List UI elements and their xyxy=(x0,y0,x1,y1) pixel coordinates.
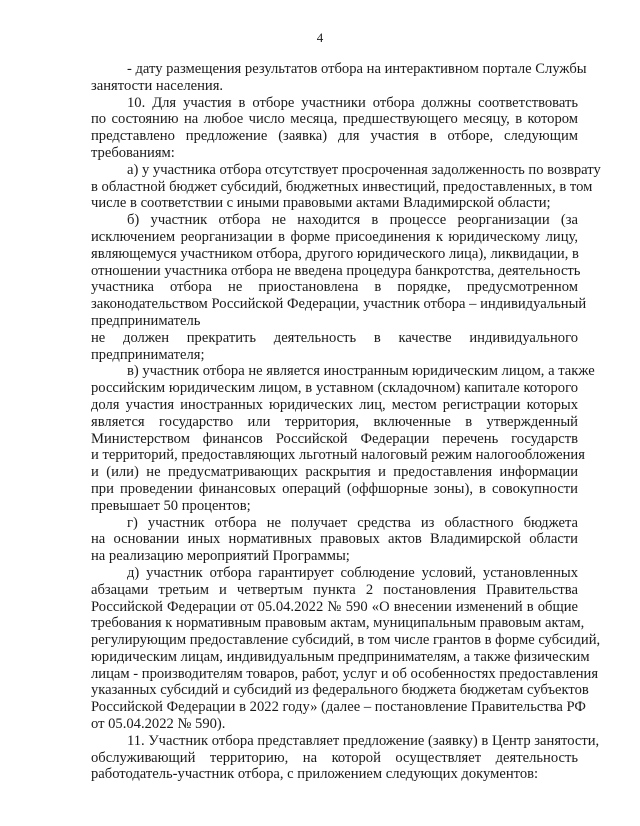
page-number: 4 xyxy=(316,30,324,45)
text-line: по состоянию на любое число месяца, предшествующего месяцу, в котором xyxy=(91,111,578,128)
text-line: лицам - производителям товаров, работ, услуг и об особенностях предоставления xyxy=(91,665,599,682)
text-line: 10. Для участия в отборе участники отбора должны соответствовать xyxy=(127,94,578,111)
text-line: г) участник отбора не получает средства из областного бюджета xyxy=(127,514,578,531)
text-line: отношении участника отбора не введена процедура банкротства, деятельность xyxy=(91,262,581,279)
paragraph xyxy=(91,515,578,565)
text-line: абзацами третьим и четвертым пункта 2 постановления Правительства xyxy=(91,581,578,598)
text-line: на реализацию мероприятий Программы; xyxy=(91,548,350,565)
text-line: представлено предложение (заявка) для участия в отборе, следующим xyxy=(91,128,578,145)
text-line: 11. Участник отбора представляет предложение (заявку) в Центр занятости, xyxy=(127,732,600,749)
text-line: является государство или территория, включенные в утвержденный xyxy=(91,413,578,430)
text-line: и территорий, предоставляющих льготный налоговый режим налогообложения xyxy=(91,447,585,464)
text-line: - дату размещения результатов отбора на интерактивном портале Службы xyxy=(127,61,587,77)
text-line: предприниматель xyxy=(91,312,201,329)
paragraph xyxy=(91,95,578,162)
text-line: и (или) не предусматривающих раскрытия и предоставления информации xyxy=(91,464,578,481)
text-line: обслуживающий территорию, на которой осуществляет деятельность xyxy=(91,749,578,766)
paragraph xyxy=(91,564,601,733)
text-line: при проведении финансовых операций (оффшорные зоны), в совокупности xyxy=(91,480,578,497)
text-line: не должен прекратить деятельность в качестве индивидуального xyxy=(91,329,578,346)
text-line: регулирующим предоставление субсидий, в том числе грантов в форме субсидий, xyxy=(91,632,601,649)
text-line: работодатель-участник отбора, с приложением следующих документов: xyxy=(91,766,539,783)
text-line: исключением реорганизации в форме присоединения к юридическому лицу, xyxy=(91,228,578,245)
text-line: б) участник отбора не находится в процессе реорганизации (за xyxy=(127,212,578,229)
text-line: требованиям: xyxy=(91,144,175,161)
paragraph xyxy=(91,161,601,212)
paragraph xyxy=(91,212,587,363)
paragraph xyxy=(91,732,600,783)
text-line: в областной бюджет субсидий, бюджетных инвестиций, предоставленных, в том xyxy=(91,178,593,195)
text-line: требования к нормативным правовым актам, муниципальным правовым актам, xyxy=(91,615,585,632)
paragraph xyxy=(91,363,595,514)
text-line: Российской Федерации от 05.04.2022 № 590 «О внесении изменений в общие xyxy=(91,598,578,615)
text-line: д) участник отбора гарантирует соблюдение условий, установленных xyxy=(127,564,578,581)
text-line: в) участник отбора не является иностранным юридическим лицом, а также xyxy=(127,363,595,380)
text-line: участника отбора не приостановлена в порядке, предусмотренном xyxy=(91,279,578,296)
text-line: российским юридическим лицом, в уставном (складочном) капитале которого xyxy=(91,380,578,397)
text-line: доля участия иностранных юридических лиц, местом регистрации которых xyxy=(91,396,578,413)
text-line: являющемуся участником отбора, другого юридического лица), ликвидации, в xyxy=(91,245,579,262)
document-body xyxy=(91,61,601,783)
text-line: а) у участника отбора отсутствует просроченная задолженность по возврату xyxy=(127,161,601,178)
text-line: юридическим лицам, индивидуальным предпринимателям, а также физическим xyxy=(91,648,590,665)
text-line: Министерством финансов Российской Федерации перечень государств xyxy=(91,430,578,447)
text-line: законодательством Российской Федерации, участник отбора – индивидуальный xyxy=(91,296,587,313)
text-line: на основании иных нормативных правовых актов Владимирской области xyxy=(91,531,578,548)
text-line: числе в соответствии с иными правовыми актами Владимирской области; xyxy=(91,195,551,212)
text-line: указанных субсидий и субсидий из федерального бюджета бюджетам субъектов xyxy=(91,682,589,699)
text-line: от 05.04.2022 № 590). xyxy=(91,716,226,733)
paragraph xyxy=(91,61,587,95)
text-line: предпринимателя; xyxy=(91,346,205,363)
text-line: занятости населения. xyxy=(91,77,224,94)
text-line: превышает 50 процентов; xyxy=(91,497,251,514)
text-line: Российской Федерации в 2022 году» (далее – постановление Правительства РФ xyxy=(91,699,586,716)
